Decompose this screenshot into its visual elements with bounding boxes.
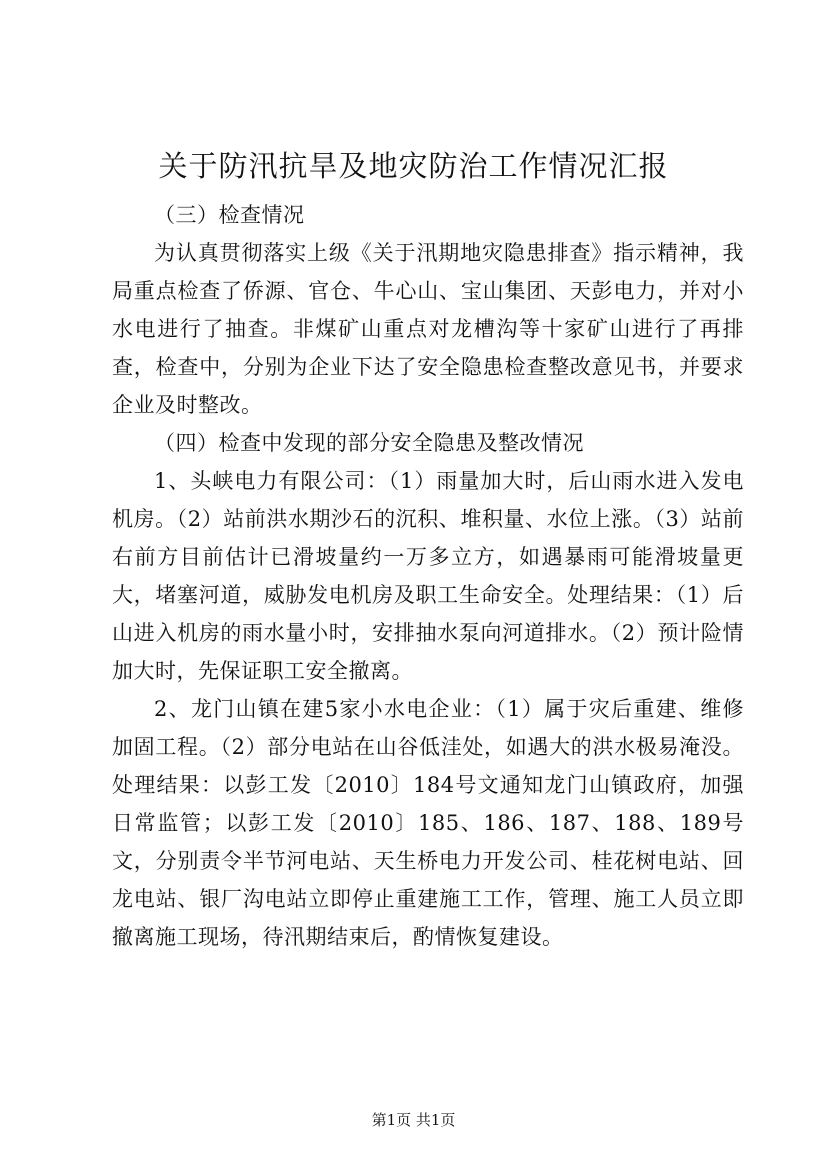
document-body	[112, 196, 744, 956]
paragraph-longmenshan-hydropower: 2、龙门山镇在建5家小水电企业：（1）属于灾后重建、维修加固工程。（2）部分电站在山谷低洼处，如遇大的洪水极易淹没。处理结果：以彭工发〔2010〕184号文通知龙门山镇政府，加强日常监管；以彭工发〔2010〕185、186、187、188、189号文，分别责令半节河电站、天生桥电力开发公司、桂花树电站、回龙电站、银厂沟电站立即停止重建施工工作，管理、施工人员立即撤离施工现场，待汛期结束后，酌情恢复建设。	[112, 697, 744, 949]
page-number-footer: 第1页 共1页	[371, 1111, 456, 1129]
paragraph-touxia-power: 1、头峡电力有限公司：（1）雨量加大时，后山雨水进入发电机房。（2）站前洪水期沙石的沉积、堆积量、水位上涨。（3）站前右前方目前估计已滑坡量约一万多立方，如遇暴雨可能滑坡量更大，堵塞河道，威胁发电机房及职工生命安全。处理结果：（1）后山进入机房的雨水量小时，安排抽水泵向河道排水。（2）预计险情加大时，先保证职工安全撤离。	[112, 469, 744, 683]
document-title: 关于防汛抗旱及地灾防治工作情况汇报	[158, 149, 669, 183]
section-heading-inspection: （三）检查情况	[154, 203, 305, 227]
section-heading-hazards: （四）检查中发现的部分安全隐患及整改情况	[154, 431, 584, 455]
paragraph-inspection-summary: 为认真贯彻落实上级《关于汛期地灾隐患排查》指示精神，我局重点检查了侨源、官仓、牛心山、宝山集团、天彭电力，并对小水电进行了抽查。非煤矿山重点对龙槽沟等十家矿山进行了再排查，检查中，分别为企业下达了安全隐患检查整改意见书，并要求企业及时整改。	[112, 241, 744, 417]
